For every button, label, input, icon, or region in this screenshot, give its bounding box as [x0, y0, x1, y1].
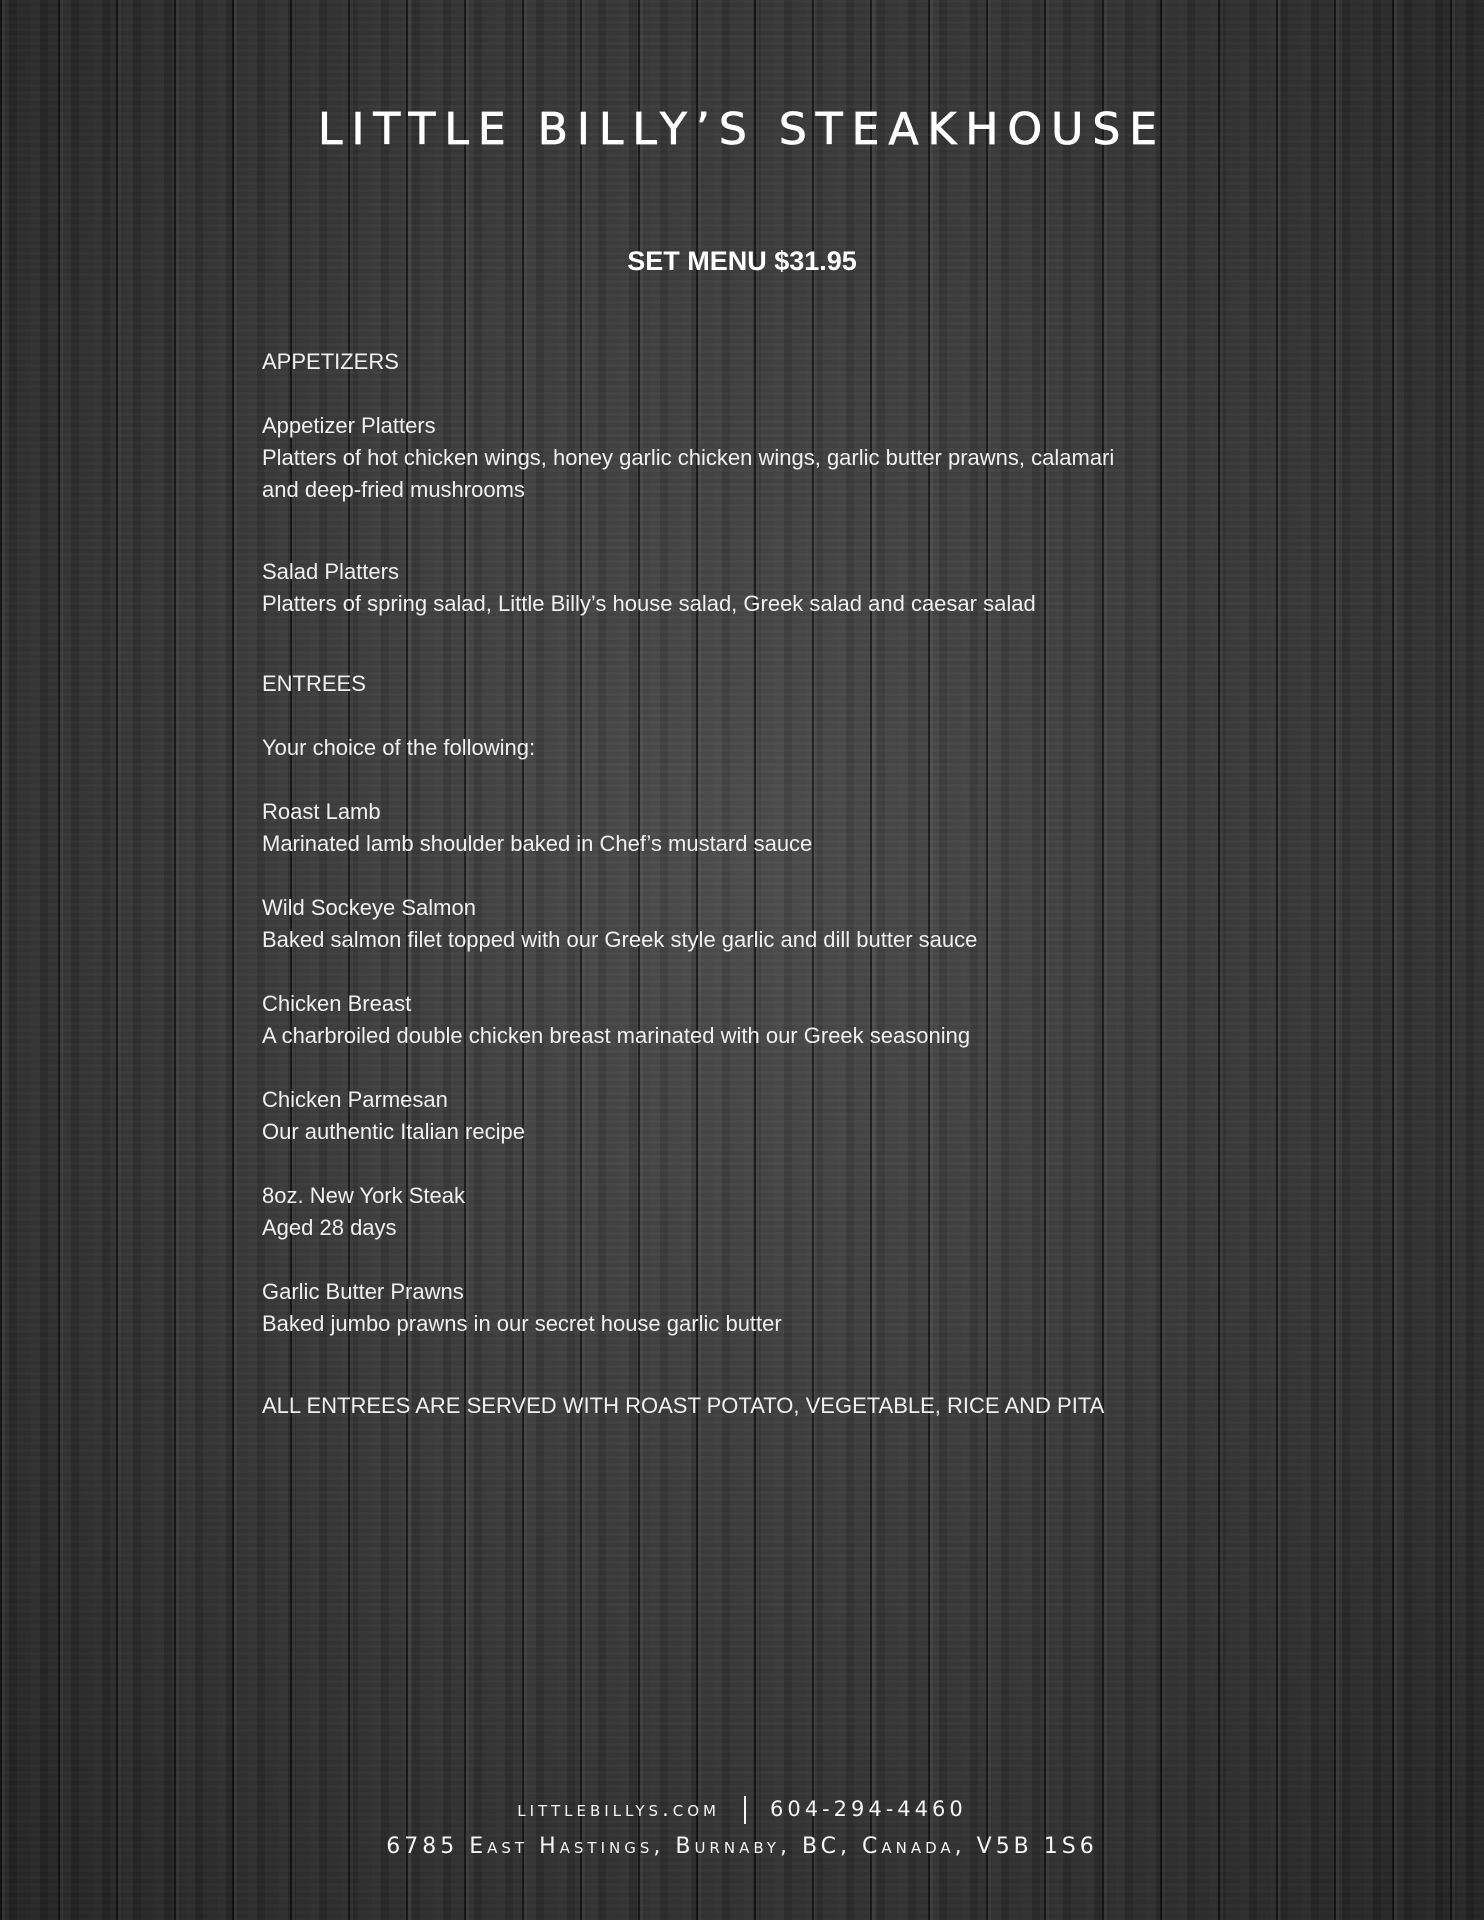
menu-item — [262, 988, 1242, 1052]
menu-content — [262, 346, 1242, 1422]
divider — [744, 1796, 746, 1824]
footer-address: 6785 East Hastings, Burnaby, BC, Canada, V5B 1S6 — [386, 1834, 1098, 1859]
item-description: Marinated lamb shoulder baked in Chef’s mustard sauce — [262, 831, 813, 856]
phone-number[interactable]: 604-294-4460 — [769, 1797, 967, 1821]
item-description: Our authentic Italian recipe — [262, 1119, 525, 1144]
menu-item — [262, 410, 1242, 506]
menu-item — [262, 556, 1242, 620]
item-name: Garlic Butter Prawns — [262, 1279, 464, 1304]
item-description: Platters of hot chicken wings, honey garlic chicken wings, garlic butter prawns, calamari — [262, 445, 1115, 470]
item-name: Appetizer Platters — [262, 413, 436, 438]
item-name: Salad Platters — [262, 559, 399, 584]
item-description: Baked jumbo prawns in our secret house garlic butter — [262, 1311, 782, 1336]
menu-item — [262, 1180, 1242, 1244]
menu-item — [262, 892, 1242, 956]
item-name: Chicken Parmesan — [262, 1087, 448, 1112]
item-description: Aged 28 days — [262, 1215, 397, 1240]
appetizers-heading: APPETIZERS — [262, 349, 399, 374]
menu-item — [262, 796, 1242, 860]
item-name: Roast Lamb — [262, 799, 381, 824]
item-description: Platters of spring salad, Little Billy’s house salad, Greek salad and caesar salad — [262, 591, 1036, 616]
item-description: Baked salmon filet topped with our Greek style garlic and dill butter sauce — [262, 927, 978, 952]
menu-item — [262, 1084, 1242, 1148]
menu-item — [262, 1276, 1242, 1340]
item-name: 8oz. New York Steak — [262, 1183, 466, 1208]
item-name: Wild Sockeye Salmon — [262, 895, 476, 920]
item-name: Chicken Breast — [262, 991, 412, 1016]
item-description: A charbroiled double chicken breast marinated with our Greek seasoning — [262, 1023, 971, 1048]
set-menu-price: SET MENU $31.95 — [627, 246, 857, 276]
entrees-note: ALL ENTREES ARE SERVED WITH ROAST POTATO, VEGETABLE, RICE AND PITA — [262, 1393, 1105, 1418]
website-link[interactable]: littlebillys.com — [517, 1797, 720, 1821]
item-description: and deep-fried mushrooms — [262, 477, 525, 502]
footer-contact — [0, 1796, 1484, 1824]
entrees-heading: ENTREES — [262, 671, 366, 696]
entrees-intro: Your choice of the following: — [262, 735, 536, 760]
restaurant-title: LITTLE BILLY’S STEAKHOUSE — [317, 104, 1167, 155]
